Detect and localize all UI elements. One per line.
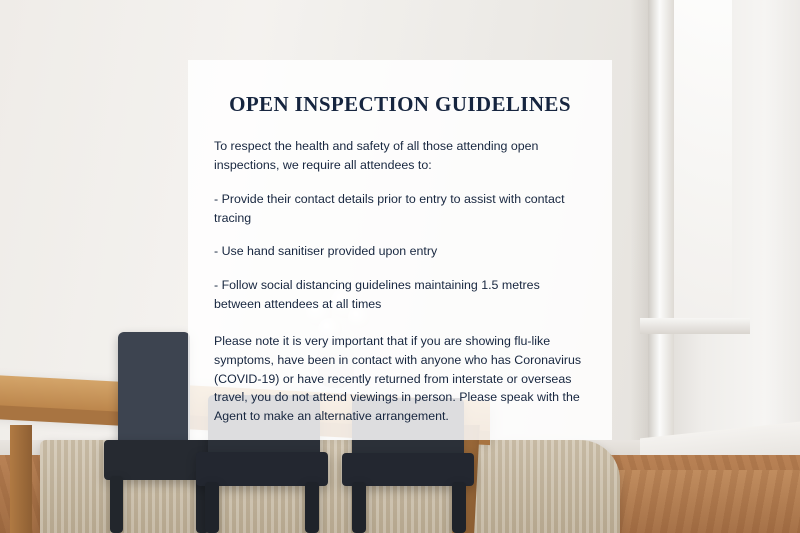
dining-chair-back (118, 332, 190, 444)
window-glow (674, 0, 732, 330)
dining-chair-leg (110, 476, 123, 533)
dining-table-leg (10, 425, 32, 533)
panel-note: Please note it is very important that if you are showing flu-like symptoms, have been in contact with anyone who has Coronavirus (COVID-19) or have recently returned from interstate or overseas travel, you do not attend viewings in person. Please speak with the Agent to make an alternative arrangement. (214, 333, 582, 424)
dining-chair-seat (196, 452, 328, 486)
dining-chair-leg (305, 482, 319, 533)
window-sill (640, 318, 750, 334)
window-frame (648, 0, 674, 470)
dining-chair-leg (352, 482, 366, 533)
herringbone-floor-right (610, 470, 800, 533)
panel-title: OPEN INSPECTION GUIDELINES (229, 92, 571, 116)
panel-bullet-hand-sanitiser: - Use hand sanitiser provided upon entry (214, 244, 438, 259)
panel-bullet-contact-details: - Provide their contact details prior to entry to assist with contact tracing (214, 191, 565, 225)
panel-intro-paragraph: To respect the health and safety of all those attending open inspections, we require all attendees to: (214, 139, 539, 172)
panel-bullet-social-distancing: - Follow social distancing guidelines maintaining 1.5 metres between attendees at all times (214, 278, 540, 312)
dining-chair-leg (205, 482, 219, 533)
guidelines-panel (188, 60, 612, 440)
dining-chair-leg (452, 482, 466, 533)
